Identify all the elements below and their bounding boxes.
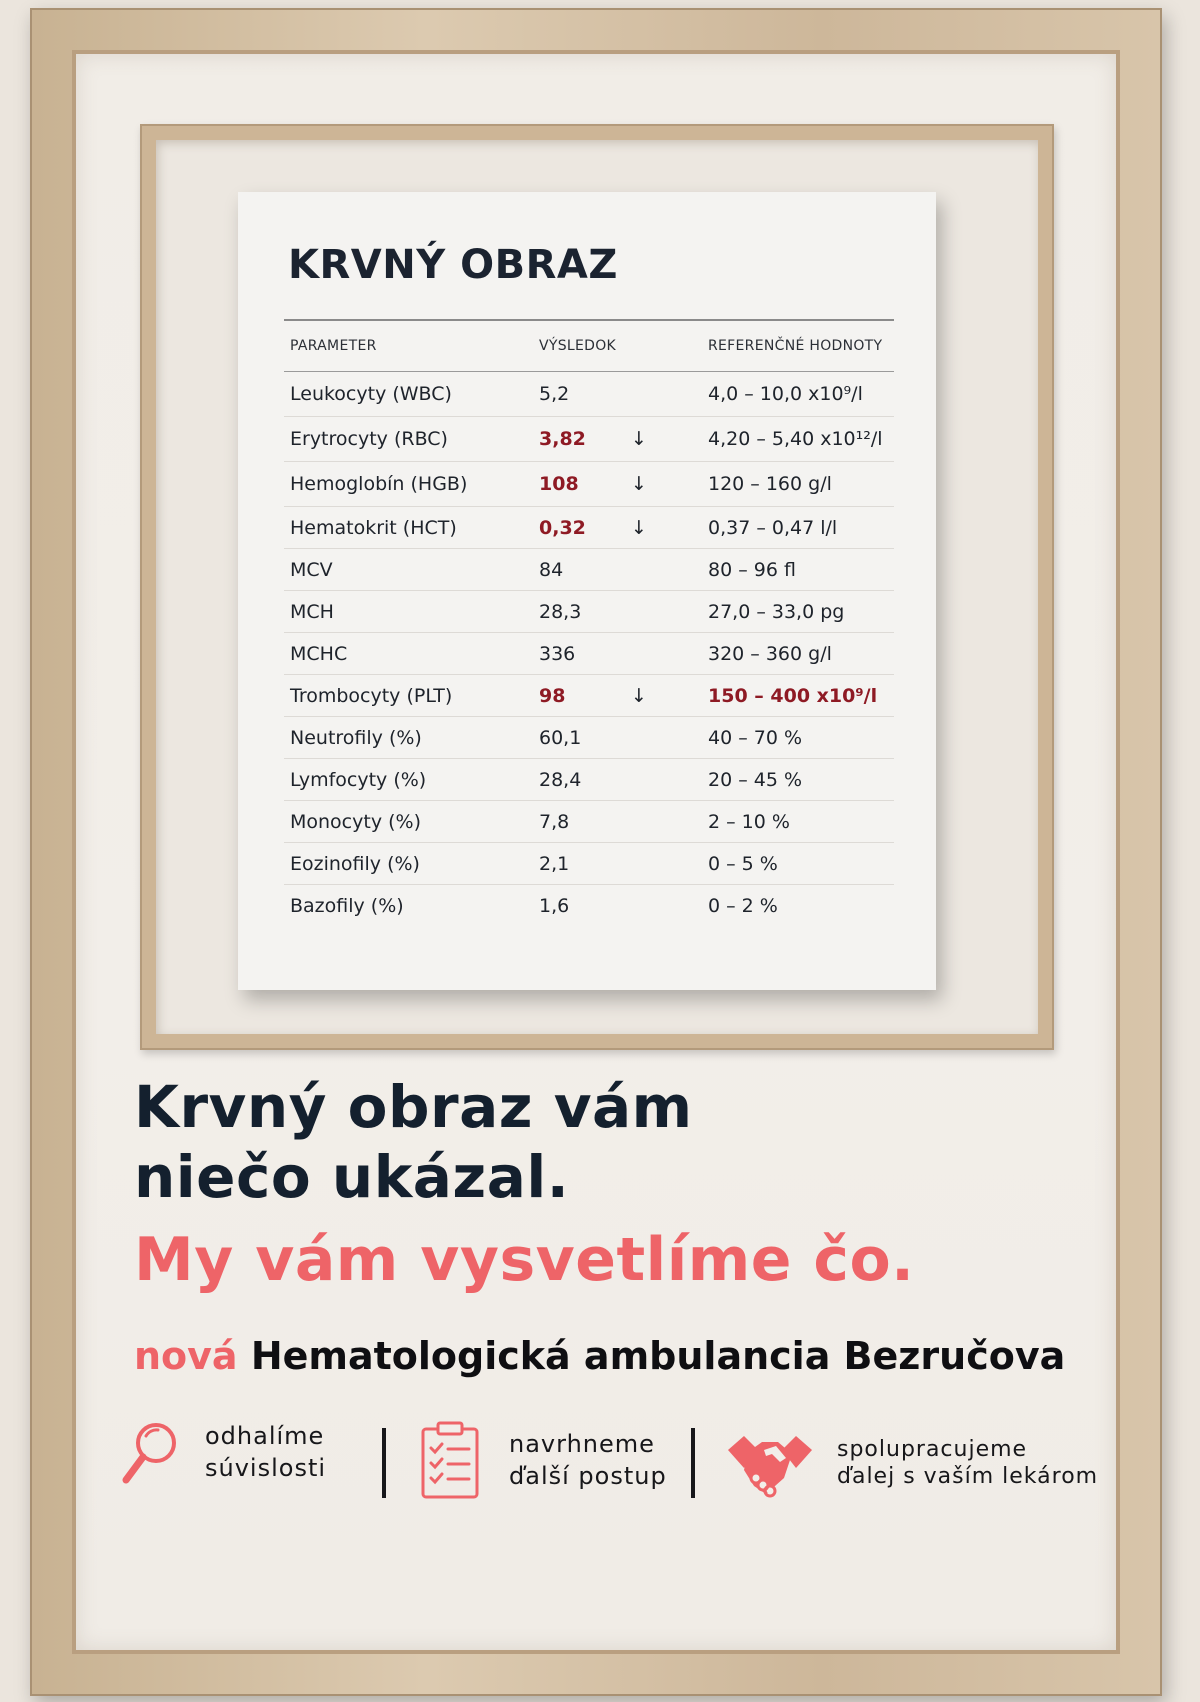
- table-row: [284, 549, 894, 591]
- param-cell: Trombocyty (PLT): [284, 675, 533, 717]
- reference-cell-flagged: 150 – 400 x10⁹/l: [702, 675, 894, 717]
- reference-cell: 0 – 5 %: [702, 843, 894, 885]
- headline-line-1: Krvný obraz vám: [134, 1073, 693, 1141]
- blood-test-card: [238, 192, 936, 990]
- table-row: [284, 801, 894, 843]
- headline-line-2: niečo ukázal.: [134, 1143, 570, 1211]
- reference-cell: 4,20 – 5,40 x10¹²/l: [702, 417, 894, 462]
- value-cell-low: 98: [533, 675, 625, 717]
- table-row: [284, 759, 894, 801]
- param-cell: Monocyty (%): [284, 801, 533, 843]
- down-arrow-icon: ↓: [625, 675, 702, 717]
- param-cell: Hemoglobín (HGB): [284, 462, 533, 507]
- value-cell: 7,8: [533, 801, 625, 843]
- reference-cell: 4,0 – 10,0 x10⁹/l: [702, 372, 894, 417]
- column-header-parameter: PARAMETER: [284, 321, 533, 372]
- value-cell-low: 108: [533, 462, 625, 507]
- feature-1-line-1: odhalíme: [205, 1422, 325, 1450]
- reference-cell: 320 – 360 g/l: [702, 633, 894, 675]
- down-arrow-icon: ↓: [625, 417, 702, 462]
- headline: [134, 1072, 693, 1212]
- value-cell: 28,4: [533, 759, 625, 801]
- table-row: [284, 507, 894, 549]
- reference-cell: 120 – 160 g/l: [702, 462, 894, 507]
- blood-test-table: [284, 321, 894, 926]
- param-cell: Lymfocyty (%): [284, 759, 533, 801]
- value-cell: 336: [533, 633, 625, 675]
- value-cell-low: 0,32: [533, 507, 625, 549]
- value-cell: 1,6: [539, 894, 570, 917]
- feature-2-line-1: navrhneme: [509, 1430, 655, 1458]
- param-cell: Leukocyty (WBC): [284, 372, 533, 417]
- feature-2-line-2: ďalší postup: [509, 1462, 667, 1490]
- feature-1-line-2: súvislosti: [205, 1454, 327, 1482]
- value-cell: 28,3: [533, 591, 625, 633]
- column-header-flag: [625, 321, 702, 372]
- column-header-result: VÝSLEDOK: [533, 321, 625, 372]
- flag-cell: [625, 885, 702, 927]
- param-cell: Bazofily (%): [290, 894, 404, 917]
- flag-cell: [625, 717, 702, 759]
- flag-cell: [625, 372, 702, 417]
- table-row: [284, 633, 894, 675]
- clinic-name: [134, 1334, 1065, 1378]
- reference-cell: 20 – 45 %: [702, 759, 894, 801]
- down-arrow-icon: ↓: [625, 507, 702, 549]
- feature-3-line-2: ďalej s vaším lekárom: [837, 1464, 1099, 1489]
- table-row: [284, 372, 894, 417]
- subheadline: My vám vysvetlíme čo.: [134, 1225, 915, 1295]
- value-cell-low: 3,82: [533, 417, 625, 462]
- column-header-reference: REFERENČNÉ HODNOTY: [702, 321, 894, 372]
- down-arrow-icon: ↓: [625, 462, 702, 507]
- feature-3-line-1: spolupracujeme: [837, 1437, 1028, 1462]
- flag-cell: [625, 843, 702, 885]
- table-row: [284, 675, 894, 717]
- value-cell: 5,2: [533, 372, 625, 417]
- reference-cell: 40 – 70 %: [702, 717, 894, 759]
- reference-cell: 2 – 10 %: [702, 801, 894, 843]
- flag-cell: [625, 759, 702, 801]
- param-cell: Neutrofily (%): [284, 717, 533, 759]
- table-header-row: [284, 321, 894, 372]
- param-cell: MCHC: [284, 633, 533, 675]
- table-row: [284, 417, 894, 462]
- param-cell: Erytrocyty (RBC): [284, 417, 533, 462]
- reference-cell: 80 – 96 fl: [702, 549, 894, 591]
- card-title: KRVNÝ OBRAZ: [288, 242, 618, 288]
- flag-cell: [625, 633, 702, 675]
- param-cell: MCV: [284, 549, 533, 591]
- param-cell: MCH: [284, 591, 533, 633]
- table-row: [284, 885, 894, 927]
- table-row: [284, 843, 894, 885]
- param-cell: Eozinofily (%): [284, 843, 533, 885]
- flag-cell: [625, 591, 702, 633]
- reference-cell: 0,37 – 0,47 l/l: [702, 507, 894, 549]
- param-cell: Hematokrit (HCT): [284, 507, 533, 549]
- clinic-title: Hematologická ambulancia Bezručova: [250, 1334, 1066, 1378]
- table-row: [284, 591, 894, 633]
- flag-cell: [625, 549, 702, 591]
- flag-cell: [625, 801, 702, 843]
- clinic-prefix: nová: [134, 1334, 238, 1378]
- value-cell: 60,1: [533, 717, 625, 759]
- table-row: [284, 462, 894, 507]
- value-cell: 2,1: [533, 843, 625, 885]
- reference-cell: 27,0 – 33,0 pg: [702, 591, 894, 633]
- reference-cell: 0 – 2 %: [708, 894, 778, 917]
- value-cell: 84: [533, 549, 625, 591]
- table-row: [284, 717, 894, 759]
